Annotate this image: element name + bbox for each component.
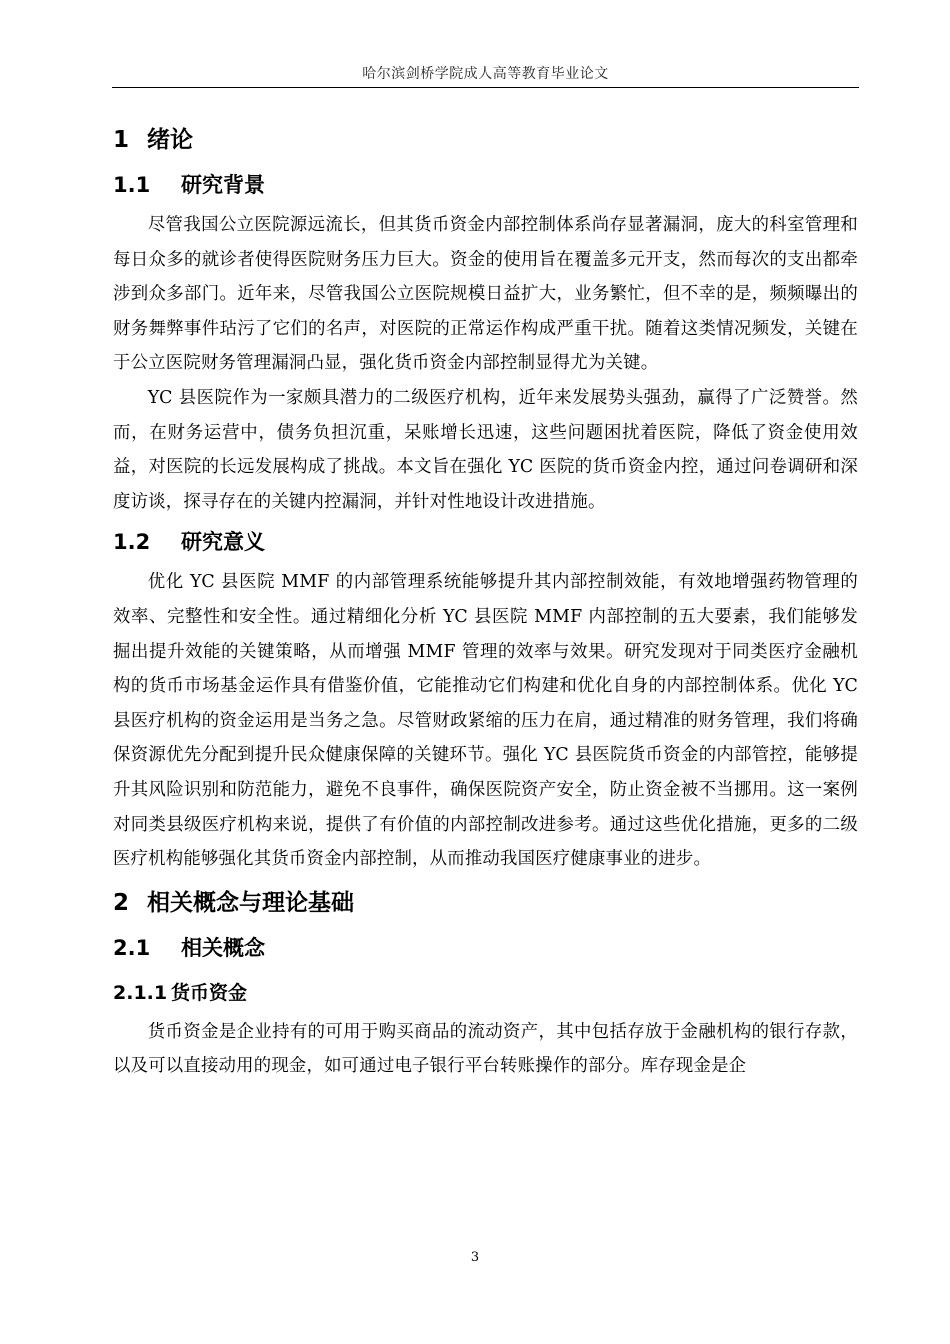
section-number: 2.1	[113, 935, 151, 960]
section-title: 研究意义	[181, 530, 265, 555]
paragraph: YC 县医院作为一家颇具潜力的二级医疗机构，近年来发展势头强劲，赢得了广泛赞誉。然而，在财务运营中，债务负担沉重，呆账增长迅速，这些问题困扰着医院，降低了资金使用效益，对医院的长远发展构成了挑战。本文旨在强化 YC 医院的货币资金内控，通过问卷调研和深度访谈，探寻存在的关键内控漏洞，并针对性地设计改进措施。	[113, 387, 858, 512]
section-title: 研究背景	[181, 173, 265, 197]
paragraph: 尽管我国公立医院源远流长，但其货币资金内部控制体系尚存显著漏洞，庞大的科室管理和每日众多的就诊者使得医院财务压力巨大。资金的使用旨在覆盖多元开支，然而每次的支出都牵涉到众多部门。近年来，尽管我国公立医院规模日益扩大，业务繁忙，但不幸的是，频频曝出的财务舞弊事件玷污了它们的名声，对医院的正常运作构成严重干扰。随着这类情况频发，关键在于公立医院财务管理漏洞凸显，强化货币资金内部控制显得尤为关键。	[113, 215, 858, 374]
section-number: 1.1	[113, 173, 151, 197]
section-number: 2	[113, 889, 130, 916]
section-title: 绪论	[147, 127, 193, 153]
paragraph: 货币资金是企业持有的可用于购买商品的流动资产，其中包括存放于金融机构的银行存款，以及可以直接动用的现金，如可通过电子银行平台转账操作的部分。库存现金是企	[113, 1021, 858, 1077]
section-heading-1	[113, 118, 858, 162]
section-heading-2-1	[113, 925, 858, 971]
paragraph: 优化 YC 县医院 MMF 的内部管理系统能够提升其内部控制效能，有效地增强药物管理的效率、完整性和安全性。通过精细化分析 YC 县医院 MMF 内部控制的五大要素，我们能够发掘出提升效能的关键策略，从而增强 MMF 管理的效率与效果。研究发现对于同类医疗金融机构的货币市场基金运作具有借鉴价值，它能推动它们构建和优化自身的内部控制体系。优化 YC 县医疗机构的资金运用是当务之急。尽管财政紧缩的压力在肩，通过精准的财务管理，我们将确保资源优先分配到提升民众健康保障的关键环节。强化 YC 县医院货币资金的内部管控，能够提升其风险识别和防范能力，避免不良事件，确保医院资产安全，防止资金被不当挪用。这一案例对同类县级医疗机构来说，提供了有价值的内部控制改进参考。通过这些优化措施，更多的二级医疗机构能够强化其货币资金内部控制，从而推动我国医疗健康事业的进步。	[113, 572, 858, 870]
section-number: 1	[113, 127, 130, 153]
page-number: 3	[470, 1250, 480, 1265]
page-content	[113, 118, 858, 1084]
section-title: 货币资金	[171, 981, 248, 1004]
section-number: 1.2	[113, 530, 151, 555]
section-title: 相关概念与理论基础	[147, 889, 354, 916]
running-header: 哈尔滨剑桥学院成人高等教育毕业论文	[362, 66, 609, 82]
section-heading-2-1-1	[113, 971, 858, 1015]
section-number: 2.1.1	[113, 981, 168, 1004]
header-rule	[112, 87, 859, 88]
section-heading-2	[113, 881, 858, 925]
section-heading-1-2	[113, 519, 858, 565]
section-title: 相关概念	[181, 935, 265, 960]
section-heading-1-1	[113, 162, 858, 208]
